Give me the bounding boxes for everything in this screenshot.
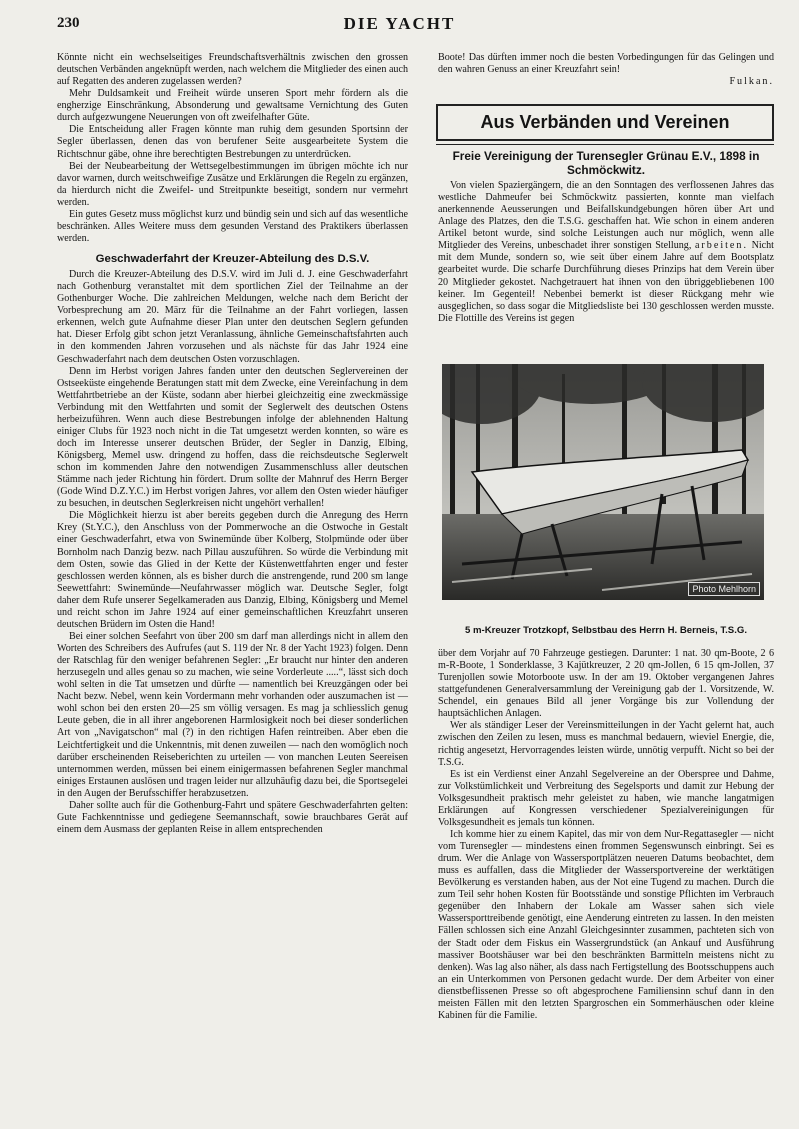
paragraph: Daher sollte auch für die Gothenburg-Fahrt und spätere Geschwaderfahrten gelten: Gute Fachkenntnisse und gediegene Seemannschaft, sowie brauchbares Gerät auf einem dem Ausmass der geplanten Reise in allem entsprechenden: [57, 799, 408, 835]
article-title-block: [438, 149, 774, 177]
photo-credit: Photo Mehlhorn: [688, 582, 760, 596]
right-column-top: [438, 52, 774, 88]
boat-photo-image: [442, 364, 764, 600]
author-signature: Fulkan.: [729, 76, 774, 88]
paragraph: Boote! Das dürften immer noch die besten Vorbedingungen für das Gelingen und den wahren Genuss an einer Kreuzfahrt sein!: [438, 52, 774, 76]
boat-photo: [442, 364, 764, 600]
paragraph: Ein gutes Gesetz muss möglichst kurz und bündig sein und sich auf das wesentliche beschränken. Alles Weitere muss dem gesunden Verstand des Praktikers überlassen werden.: [57, 208, 408, 244]
page-number: 230: [57, 15, 80, 31]
paragraph: [438, 180, 774, 325]
paragraph: Könnte nicht ein wechselseitiges Freundschaftsverhältnis zwischen den grossen deutschen Verbänden angeknüpft werden, nach welchem die Mitglieder des einen auch auf Regatten des anderen zugelassen werden?: [57, 52, 408, 88]
text-run: Von vielen Spaziergängern, die an den Sonntagen des verflossenen Jahres das westliche Dahmeufer bei Schmöckwitz passierten, konnte man vielfach anerkennende Aeusserungen und Beifallskundgebungen hören über Art und Anlage des Platzes, den die T.S.G. geschaffen hat. Wie schon in einem anderen Artikel betont wurde, sind solche Leistungen auch nur möglich, wenn alle Mitglieder des Vereins, unbeschadet ihrer sonstigen Stellung,: [438, 180, 774, 252]
paragraph: über dem Vorjahr auf 70 Fahrzeuge gestiegen. Darunter: 1 nat. 30 qm-Boote, 2 6 m-R-Boote, 1 Sonderklasse, 3 Kajütkreuzer, 2 20 qm-Jollen, 6 15 qm-Jollen, 37 Turenjollen sowie Motorboote usw. In der am 19. Oktober vergangenen Jahres stattgefundenen Generalversammlung der Vereinigung gab der 1. Vorsitzende, W. Schendel, ein genaues Bild all jener Vorgänge bis zur Vollendung der hauptsächlichen Anlagen.: [438, 648, 774, 720]
paragraph: Ich komme hier zu einem Kapitel, das mir von dem Nur-Regattasegler — nicht vom Turensegler — mindestens einen frommen Segenswunsch einbringt. Sei es drum. Wer die Anlage von Wassersportplätzen neueren Datums beobachtet, dem muss es auffallen, dass die Mitglieder der Wassersportvereine der werktätigen Bevölkerung es verstanden haben, aus der Not eine Tugend zu machen. Durch die zum Teil sehr hohen Kosten für Bootsstände und sonstige Pflichten im Verbrauch gegenüber den Inhabern der Lokale am Wasser sahen sich viele Wassersporttreibende genötigt, eine Aenderung eintreten zu lassen. In den meisten Fällen schlossen sich eine Anzahl Gleichgesinnter zusammen, pachteten sich von der Stadt oder dem Fiskus ein Wassergrundstück (an Ankauf und Ausführung massiver Bootshäuser war bei den beschränkten Barmitteln meistens nicht zu denken). Was lag also näher, als dass nach Fertigstellung des Bootsschuppens auch an ein Unterkommen von Personen gedacht wurde. Der dem Arbeiter von einer dienstbeflissenen Presse so oft abgesprochene Familiensinn schuf dann in den meisten Fällen mit den letzten Spargroschen ein Sommerhäuschen oder kleine Kabinen für die Familie.: [438, 828, 774, 1021]
section-title-box: [436, 104, 774, 141]
paragraph: Denn im Herbst vorigen Jahres fanden unter den deutschen Seglervereinen der Ostseeküste eingehende Beratungen statt mit dem Zwecke, eine Vereinfachung in dem Wettfahrtbetriebe an der Küste, sodann aber hierbei gleichzeitig eine zweckmässige Verbindung mit den Wettfahrten und somit der Seglerwelt des deutschen Ostens herbeizuführen. Wenn auch diese Bestrebungen infolge der ablehnenden Haltung einiger Clubs für 1923 noch nicht in die Tat umgesetzt werden konnten, so wäre es doch im Interesse unserer deutschen Brüder, der Segler in Danzig, Elbing, Königsberg, Memel usw. dringend zu hoffen, dass die reichsdeutsche Seglerwelt schon im kommenden Jahre den notwendigen Zusammenschluss aller deutschen Stämme nach jeder Richtung hin fördert. Drum sollte der Mahnruf des Herrn Berger (Gode Wind D.Z.Y.C.) im Herbst vorigen Jahres, vor allem den Osten wieder häufiger zu besuchen, in deutschen Seglerkreisen nicht ungehört verhallen!: [57, 365, 408, 510]
paragraph: Wer als ständiger Leser der Vereinsmitteilungen in der Yacht gelernt hat, auch zwischen den Zeilen zu lesen, muss es manchmal bedauern, wieviel Energie, die, richtig angesetzt, Hervorragendes leisten würde, unnötig verpufft. Nicht so bei der T.S.G.: [438, 720, 774, 768]
photo-caption: 5 m-Kreuzer Trotzkopf, Selbstbau des Herrn H. Berneis, T.S.G.: [464, 625, 748, 636]
paragraph: Durch die Kreuzer-Abteilung des D.S.V. wird im Juli d. J. eine Geschwaderfahrt nach Gothenburg veranstaltet mit dem sportlichen Ziel der Teilnahme an der Gothenburger Woche. Die zahlreichen Meldungen, welche nach dem Bericht der Vorbesprechung am 20. März für die Teilnahme an der Fahrt vorliegen, lassen erkennen, welch gute Aufnahme dieser Plan unter den deutschen Seglern gefunden hat. Dieser Erfolg gibt schon jetzt Veranlassung, ähnliche Gemeinschaftsfahrten auch in den kommenden Jahren vorzusehen und als nächste für das Jahr 1924 eine Geschwaderfahrt nach dem deutschen Osten vorzuschlagen.: [57, 269, 408, 365]
left-column: [57, 52, 408, 836]
paragraph: Mehr Duldsamkeit und Freiheit würde unseren Sport mehr fördern als die engherzige Einschränkung, Absonderung und gewaltsame Vernichtung des Guten durch aufgezwungene Neuerungen von oft zweifelhafter Güte.: [57, 88, 408, 124]
divider: [436, 144, 774, 145]
paragraph: Die Möglichkeit hierzu ist aber bereits gegeben durch die Anregung des Herrn Krey (St.Y.C.), den Anschluss von der Pommerwoche an die Ostwoche in Gestalt einer Geschwaderfahrt, etwa von Swinemünde über Kolberg, Stolpmünde oder über Bornholm nach Danzig bezw. nach Pillau auszuführen. So würde die Verbindung mit dem Osten, sowie das Glied in der Kette der Küstenwettfahrten enger und fester geschlossen werden können, als es bisher durch die anstrengende, rund 200 sm lange Seewettfahrt: Swinemünde—Neufahrwasser möglich war. Deutsche Segler, folgt daher dem Rufe unserer Segelkameraden aus Danzig, Elbing, Königsberg und Memel und reicht schon im Jahre 1924 auf einer gemeinschaftlichen Kreuzfahrt unseren deutschen Brüdern im Osten die Hand!: [57, 510, 408, 630]
paragraph: Es ist ein Verdienst einer Anzahl Segelvereine an der Oberspree und Dahme, zur Volkstümlichkeit und Verbreitung des Segelsports und damit zur Hebung der Volksgesundheit praktisch mehr geleistet zu haben, wie manche langatmigen Erklärungen auf Kongressen verschiedener Spezialvereinigungen für Volksgesundheit es jemals tun können.: [438, 768, 774, 828]
journal-title: DIE YACHT: [343, 14, 456, 33]
right-column-bottom: [438, 648, 774, 1022]
article-heading: Geschwaderfahrt der Kreuzer-Abteilung des D.S.V.: [95, 253, 370, 265]
paragraph: Die Entscheidung aller Fragen könnte man ruhig dem gesunden Sportsinn der Segler überlassen, denen das von berufener Seite ausgearbeitete System die Richtschnur gäbe, ohne ihre berechtigten Bestrebungen zu unterdrücken.: [57, 124, 408, 160]
section-title: Aus Verbänden und Vereinen: [480, 112, 730, 132]
paragraph: Bei der Neubearbeitung der Wettsegelbestimmungen im übrigen möchte ich nur davor warnen, durch weitschweifige Zusätze und Erklärungen die Regeln zu ergänzen, da hierdurch nicht die Zweifel- und Streitpunkte beseitigt, sondern nur vermehrt werden.: [57, 160, 408, 208]
text-run: Nicht mit dem Munde, sondern so, wie seit über einem Jahre auf dem Bootsplatz gearbeitet wurde. Die scharfe Durchführung dieses Prinzips hat dem Verein über 20 Mitglieder gekostet. Nachgetrauert hat ihnen von den übriggebliebenen 100 keiner. Im Gegenteil! Nebenbei bemerkt ist dieser Rückgang mehr wie ausgeglichen, so dass sogar die Mitgliedsliste bei 130 geschlossen werden musste. Die Flottille des Vereins ist gegen: [438, 240, 774, 324]
article-title: Freie Vereinigung der Turensegler Grünau E.V., 1898 in Schmöckwitz.: [452, 149, 760, 177]
right-column-article: [438, 180, 774, 325]
spaced-word: arbeiten.: [694, 240, 748, 252]
paragraph: Bei einer solchen Seefahrt von über 200 sm darf man allerdings nicht in allem den Worten des Schreibers des Aufrufes (aut S. 119 der Nr. 8 der Yacht 1923) folgen. Denn der Ratschlag für den weniger befahrenen Segler: „Er braucht nur hinter den anderen herzusegeln und alles genau so zu machen, wie seine Vorderleute .....“, lässt sich doch wohl selten in die Tat umsetzen und dürfte — namentlich bei Kreuzgängen oder bei Nacht bezw. Nebel, wenn kein Vordermann mehr vorhanden oder auszumachen ist — wohl schon bei den ersten 20—25 sm völlig versagen. Es mag ja schliesslich genug Leute geben, die in all ihrer angeborenen Harmlosigkeit noch bei dieser sonderlichen Art von „Navigatschon“ mal (?) in den richtigen Hafen reintreiben. Aber eben die Leichtfertigkeit und die Unkenntnis, mit denen zuweilen — nach den womöglich noch darüber erscheinenden Reiseberichten zu urteilen — von manchen Leuten Seereisen unternommen werden, müssen bei einem einigermassen befahrenen Segler manchmal einiges Erstaunen auslösen und tragen leider nur allzuhäufig dazu bei, die Sportsegelei in den Augen der Berufsschiffer herabzusetzen.: [57, 630, 408, 799]
